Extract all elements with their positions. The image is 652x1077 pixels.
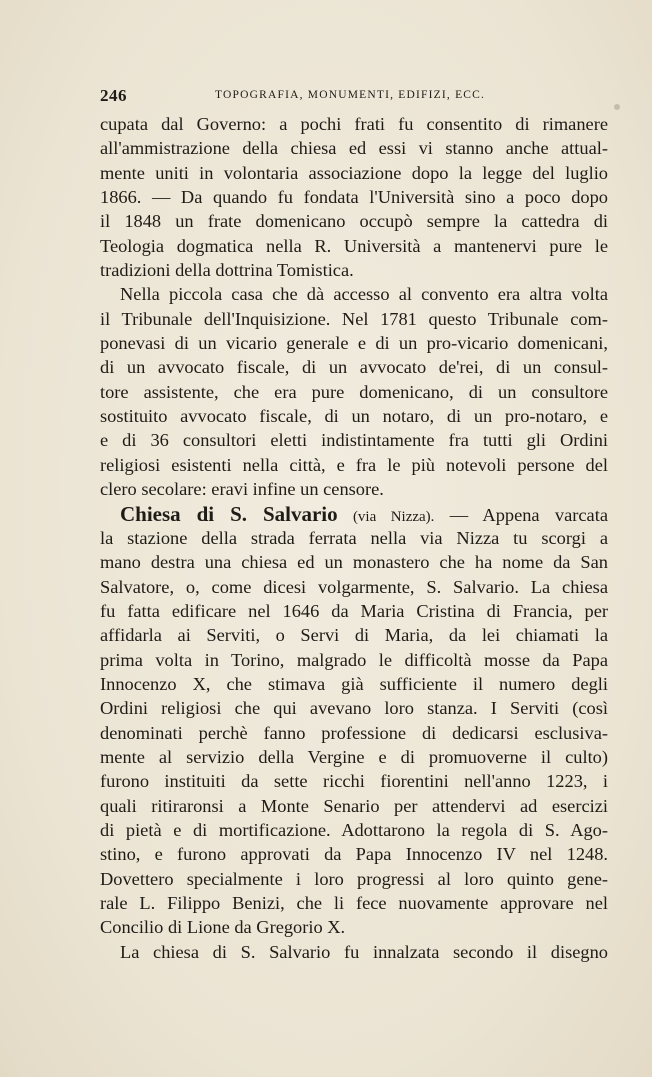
page-header xyxy=(100,86,608,108)
text-line: Ordini religiosi che qui avevano loro stanza. I Serviti (così xyxy=(100,698,608,719)
text-line: mano destra una chiesa ed un monastero che ha nome da San xyxy=(100,552,608,573)
text-line: stino, e furono approvati da Papa Innocenzo IV nel 1248. xyxy=(100,844,608,865)
text-line: tore assistente, che era pure domenicano, di un consultore xyxy=(100,381,608,402)
text-line: di pietà e di mortificazione. Adottarono la regola di S. Ago- xyxy=(100,819,608,840)
text-line: la stazione della strada ferrata nella via Nizza tu scorgi a xyxy=(100,527,608,548)
text-line: Nella piccola casa che dà accesso al convento era altra volta xyxy=(120,284,608,305)
text-line: cupata dal Governo: a pochi frati fu consentito di rimanere xyxy=(100,114,608,134)
section-heading-line xyxy=(100,502,608,526)
text-line: 1866. — Da quando fu fondata l'Università sino a poco dopo xyxy=(100,187,608,208)
text-line: denominati perchè fanno professione di dedicarsi esclusiva- xyxy=(100,722,608,743)
text-line: Salvatore, o, come dicesi volgarmente, S. Salvario. La chiesa xyxy=(100,576,608,597)
text-line: furono instituiti da sette ricchi fiorentini nell'anno 1223, i xyxy=(100,771,608,792)
text-line: rale L. Filippo Benizi, che li fece nuovamente approvare nel xyxy=(100,893,608,913)
text-line: tradizioni della dottrina Tomistica. xyxy=(100,260,354,281)
section-first-line: — Appena varcata xyxy=(449,504,608,525)
text-line: clero secolare: eravi infine un censore. xyxy=(100,479,384,500)
text-line: all'ammistrazione della chiesa ed essi vi stanno anche attual- xyxy=(100,138,608,159)
text-line: prima volta in Torino, malgrado le difficoltà mosse da Papa xyxy=(100,649,608,670)
running-head: TOPOGRAFIA, MONUMENTI, EDIFIZI, ECC. xyxy=(215,89,486,101)
text-line: Concilio di Lione da Gregorio X. xyxy=(100,917,346,938)
text-line: Innocenzo X, che stimava già sufficiente il numero degli xyxy=(100,673,608,694)
text-line: mente al servizio della Vergine e di promuoverne il culto) xyxy=(100,746,608,767)
text-line: sostituito avvocato fiscale, di un notaro, di un pro-notaro, e xyxy=(100,406,608,427)
text-line: il Tribunale dell'Inquisizione. Nel 1781 questo Tribunale com- xyxy=(100,308,608,329)
text-line: e di 36 consultori eletti indistintamente fra tutti gli Ordini xyxy=(100,430,608,451)
paper-speck xyxy=(614,104,620,110)
text-line: il 1848 un frate domenicano occupò sempre la cattedra di xyxy=(100,211,608,232)
body-text xyxy=(100,112,608,964)
section-location: (via Nizza). xyxy=(352,508,435,525)
text-line: religiosi esistenti nella città, e fra le più notevoli persone del xyxy=(100,454,608,475)
text-line: fu fatta edificare nel 1646 da Maria Cristina di Francia, per xyxy=(100,600,608,621)
text-line: di un avvocato fiscale, di un avvocato de'rei, di un consul- xyxy=(100,357,608,378)
text-line: quali ritiraronsi a Monte Senario per attendervi ad esercizi xyxy=(100,795,608,816)
text-line: Dovettero specialmente i loro progressi al loro quinto gene- xyxy=(100,868,608,889)
section-heading: Chiesa di S. Salvario xyxy=(120,501,338,526)
text-line: affidarla ai Serviti, o Servi di Maria, da lei chiamati la xyxy=(100,625,608,646)
text-line: Teologia dogmatica nella R. Università a mantenervi pure le xyxy=(100,235,608,256)
text-line: mente uniti in volontaria associazione dopo la legge del luglio xyxy=(100,162,608,183)
page-number: 246 xyxy=(100,86,127,105)
text-line: ponevasi di un vicario generale e di un pro-vicario domenicani, xyxy=(100,333,608,354)
text-line: La chiesa di S. Salvario fu innalzata secondo il disegno xyxy=(120,941,608,962)
